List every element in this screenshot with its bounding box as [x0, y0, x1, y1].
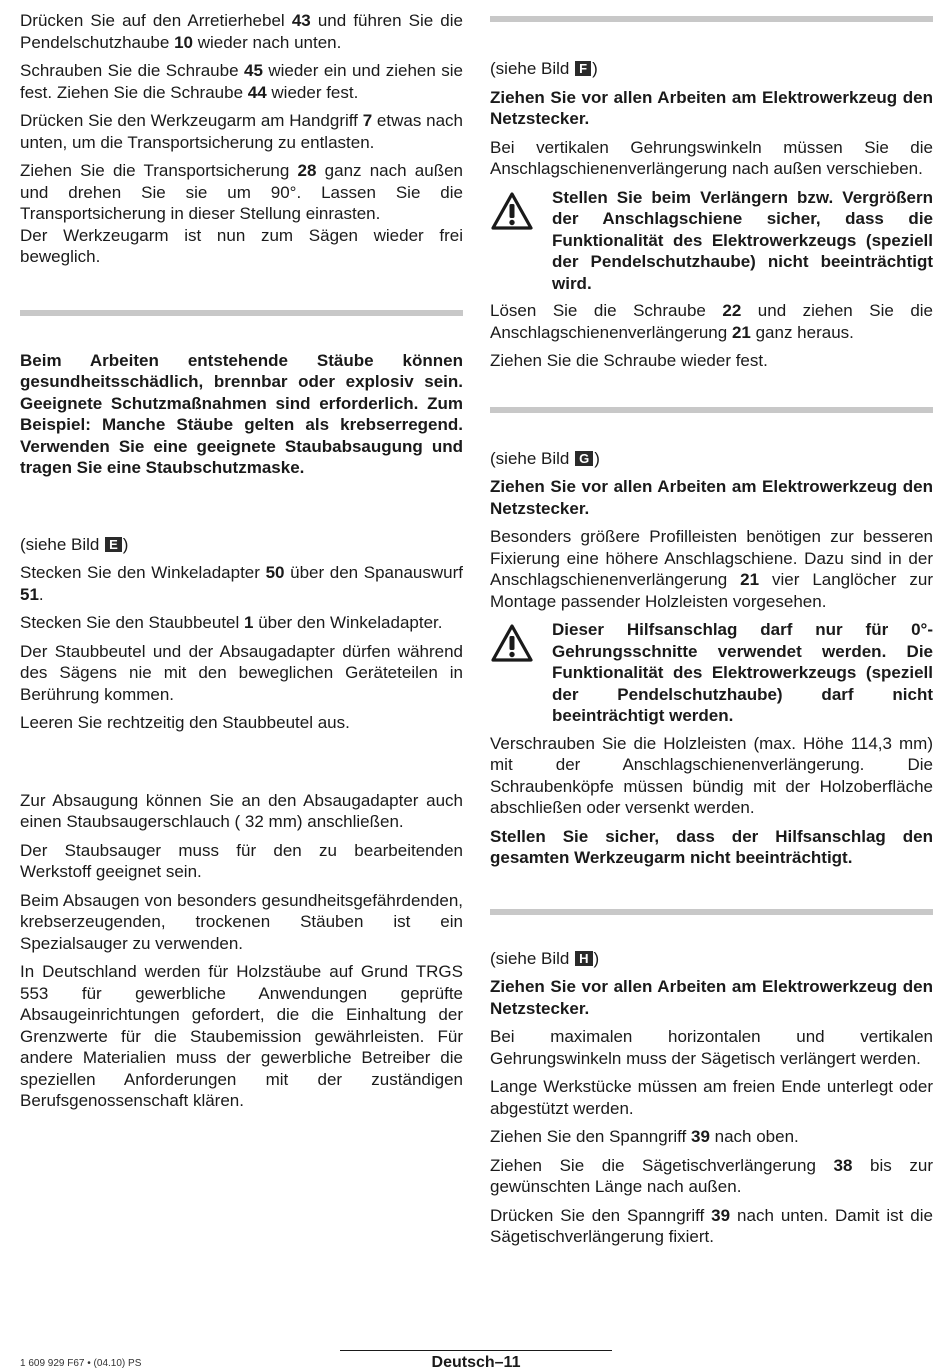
warning-triangle-icon [490, 187, 552, 237]
paragraph: Lange Werkstücke müssen am freien Ende unterlegt oder abgestützt werden. [490, 1077, 933, 1118]
section-divider [490, 16, 933, 22]
paragraph: Schrauben Sie die Schraube 45 wieder ein und ziehen sie fest. Ziehen Sie die Schraube 44 wieder fest. [20, 61, 464, 102]
left-column [20, 10, 463, 1119]
figure-reference: (siehe Bild H ) [490, 948, 600, 968]
footer-rule [340, 1350, 612, 1351]
figure-badge: E [105, 537, 122, 552]
paragraph: Der Staubbeutel und der Absaugadapter dürfen während des Sägens nie mit den beweglichen Geräteteilen in Berührung kommen. [20, 641, 463, 704]
paragraph: Ziehen Sie die Sägetischverlängerung 38 bis zur gewünschten Länge nach außen. [490, 1155, 933, 1196]
warning-triangle-icon [490, 619, 552, 669]
figure-reference: (siehe Bild G ) [490, 448, 600, 468]
paragraph: Beim Absaugen von besonders gesundheitsgefährdenden, krebserzeugenden, trockenen Stäuben ist ein Spezialsauger zu verwenden. [20, 890, 463, 953]
paragraph: Zur Absaugung können Sie an den Absaugadapter auch einen Staubsaugerschlauch ( 32 mm) anschließen. [20, 790, 463, 831]
figure-reference: (siehe Bild F ) [490, 59, 598, 78]
figure-badge: H [575, 951, 592, 966]
figure-reference: (siehe Bild E ) [20, 534, 129, 554]
paragraph: Bei vertikalen Gehrungswinkeln müssen Sie die Anschlagschienenverlängerung nach außen verschieben. [490, 137, 933, 178]
paragraph: Stellen Sie sicher, dass der Hilfsanschlag den gesamten Werkzeugarm nicht beeinträchtigt. [490, 826, 933, 867]
paragraph: Ziehen Sie den Spanngriff 39 nach oben. [490, 1127, 799, 1146]
right-column [490, 10, 933, 1255]
paragraph: Leeren Sie rechtzeitig den Staubbeutel aus. [20, 713, 350, 732]
paragraph: Der Staubsauger muss für den zu bearbeitenden Werkstoff geeignet sein. [20, 840, 463, 881]
paragraph: Ziehen Sie die Schraube wieder fest. [490, 351, 768, 370]
paragraph: Ziehen Sie die Transportsicherung 28 ganz nach außen und drehen Sie sie um 90°. Lassen Sie die Transportsicherung in dieser Stellung einrasten. [20, 161, 463, 223]
paragraph: In Deutschland werden für Holzstäube auf Grund TRGS 553 für gewerbliche Anwendungen geprüfte Absaugeinrichtungen gefordert, die die Einhaltung der Grenzwerte für die Staubemission gewährleisten. Für andere Materialien muss der gewerbliche Betreiber die speziellen Anforderungen mit der zuständigen Berufsgenossenschaft klären. [20, 962, 463, 1110]
warning-block: Dieser Hilfsanschlag darf nur für 0°-Gehrungsschnitte verwendet werden. Die Funktionalität des Elektrowerkzeugs (speziell der Pendelschutzhaube) darf nicht beeinträchtigt werden. [490, 619, 933, 727]
unplug-instruction: Ziehen Sie vor allen Arbeiten am Elektrowerkzeug den Netzstecker. [490, 477, 933, 518]
section-divider [490, 407, 933, 413]
paragraph: Lösen Sie die Schraube 22 und ziehen Sie die Anschlagschienenverlängerung 21 ganz heraus. [490, 301, 933, 342]
paragraph: Drücken Sie auf den Arretierhebel 43 und führen Sie die Pendelschutzhaube 10 wieder nach unten. [20, 11, 463, 52]
section-divider [490, 909, 933, 915]
paragraph: Besonders größere Profilleisten benötigen zur besseren Fixierung eine höhere Anschlagschiene. Dazu sind in der Anschlagschienenverlängerung 21 vier Langlöcher zur Montage passender Holzleisten vorgesehen. [490, 527, 933, 611]
page-footer [0, 1350, 950, 1372]
unplug-instruction: Ziehen Sie vor allen Arbeiten am Elektrowerkzeug den Netzstecker. [490, 977, 933, 1018]
paragraph: Stecken Sie den Winkeladapter 50 über den Spanauswurf 51. [20, 563, 463, 604]
paragraph: Bei maximalen horizontalen und vertikalen Gehrungswinkeln muss der Sägetisch verlängert werden. [490, 1027, 933, 1068]
unplug-instruction: Ziehen Sie vor allen Arbeiten am Elektrowerkzeug den Netzstecker. [490, 87, 933, 128]
figure-badge: G [575, 451, 593, 466]
figure-badge: F [575, 61, 591, 76]
paragraph: Drücken Sie den Werkzeugarm am Handgriff 7 etwas nach unten, um die Transportsicherung zu entlasten. [20, 111, 463, 152]
section-divider [20, 310, 463, 316]
page-number: Deutsch–11 [431, 1354, 521, 1371]
document-code: 1 609 929 F67 • (04.10) PS [20, 1358, 142, 1369]
paragraph: Verschrauben Sie die Holzleisten (max. Höhe 114,3 mm) mit der Anschlagschienenverlängerung. Die Schraubenköpfe müssen bündig mit der Holzoberfläche abschließen oder versenkt werden. [490, 733, 933, 817]
dust-warning: Beim Arbeiten entstehende Stäube können gesundheitsschädlich, brennbar oder explosiv sein. Geeignete Schutzmaßnahmen sind erforderlich. Zum Beispiel: Manche Stäube gelten als krebserregend. Verwenden Sie eine geeignete Staubabsaugung und tragen Sie eine Staubschutzmaske. [20, 350, 463, 477]
paragraph: Der Werkzeugarm ist nun zum Sägen wieder frei beweglich. [20, 225, 463, 266]
paragraph: Drücken Sie den Spanngriff 39 nach unten. Damit ist die Sägetischverlängerung fixiert. [490, 1205, 933, 1246]
paragraph: Stecken Sie den Staubbeutel 1 über den Winkeladapter. [20, 613, 443, 632]
warning-block: Stellen Sie beim Verlängern bzw. Vergrößern der Anschlagschiene sicher, dass die Funktionalität des Elektrowerkzeugs (speziell der Pendelschutzhaube) nicht beeinträchtigt wird. [490, 187, 933, 295]
